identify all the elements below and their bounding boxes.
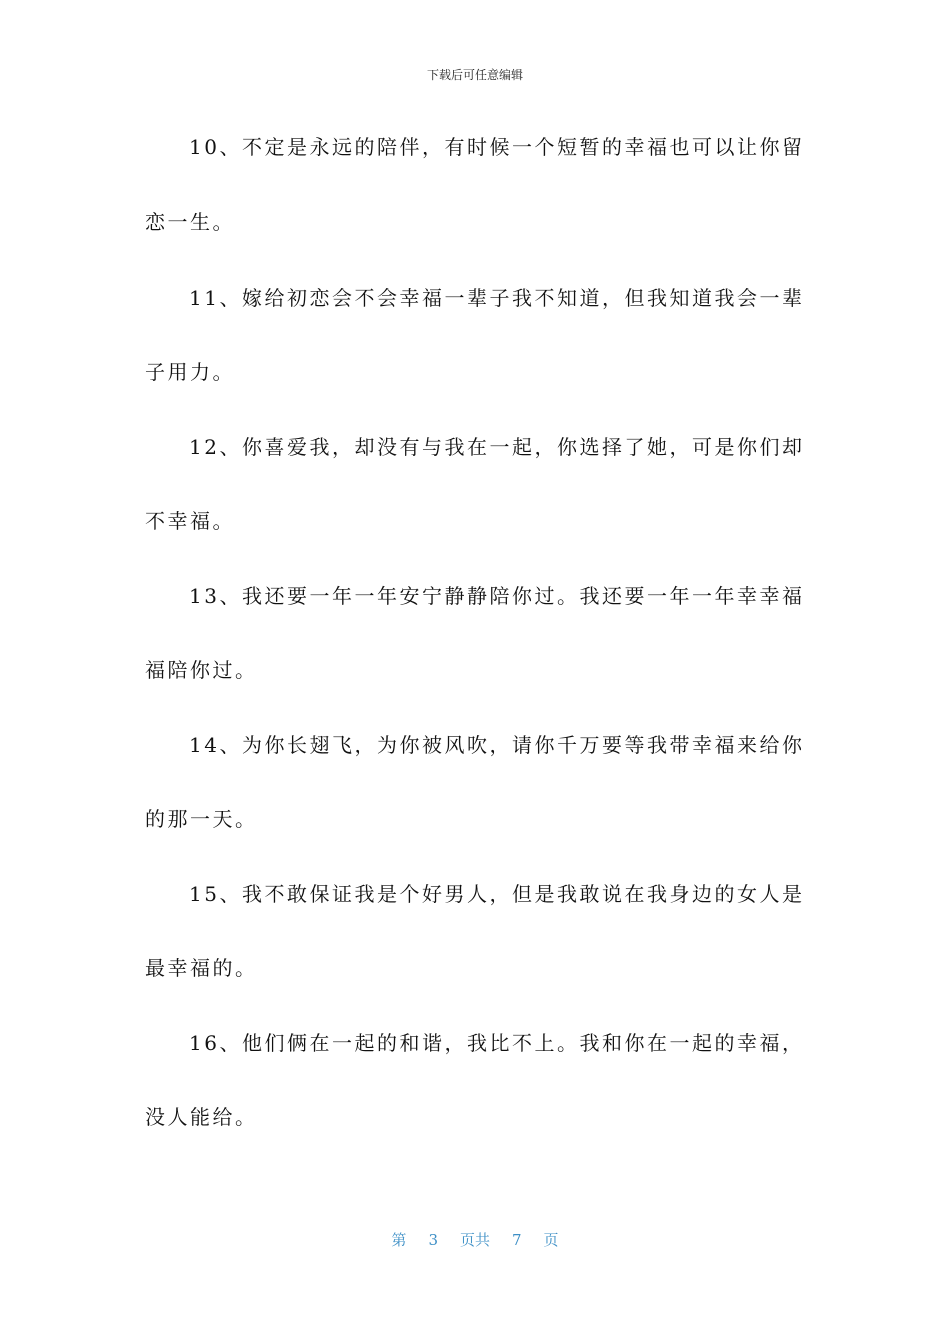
paragraph-16-line-2: 没人能给。 xyxy=(145,1105,258,1129)
paragraph-13-line-1: 13、我还要一年一年安宁静静陪你过。我还要一年一年幸幸福 xyxy=(189,584,805,608)
paragraph-12-line-1: 12、你喜爱我，却没有与我在一起，你选择了她，可是你们却 xyxy=(189,435,805,459)
paragraph-16-line-1: 16、他们俩在一起的和谐，我比不上。我和你在一起的幸福， xyxy=(189,1031,805,1055)
footer-page-mid: 页共 xyxy=(459,1231,490,1249)
paragraph-10-line-1: 10、不定是永远的陪伴，有时候一个短暂的幸福也可以让你留 xyxy=(189,135,805,159)
paragraph-15-line-1: 15、我不敢保证我是个好男人，但是我敢说在我身边的女人是 xyxy=(189,882,805,906)
footer-page-suffix: 页 xyxy=(543,1231,559,1249)
footer-total-pages: 7 xyxy=(512,1231,522,1249)
paragraph-15-line-2: 最幸福的。 xyxy=(145,956,258,980)
page-footer xyxy=(0,1229,950,1250)
footer-current-page: 3 xyxy=(428,1231,438,1249)
paragraph-11-line-2: 子用力。 xyxy=(145,360,235,384)
paragraph-14-line-1: 14、为你长翅飞，为你被风吹，请你千万要等我带幸福来给你 xyxy=(189,733,805,757)
footer-page-prefix: 第 xyxy=(391,1231,407,1249)
paragraph-13-line-2: 福陪你过。 xyxy=(145,658,258,682)
paragraph-10-line-2: 恋一生。 xyxy=(145,210,235,234)
paragraph-12-line-2: 不幸福。 xyxy=(145,509,235,533)
paragraph-14-line-2: 的那一天。 xyxy=(145,807,258,831)
paragraph-11-line-1: 11、嫁给初恋会不会幸福一辈子我不知道，但我知道我会一辈 xyxy=(189,286,805,310)
page-header: 下载后可任意编辑 xyxy=(426,68,523,82)
